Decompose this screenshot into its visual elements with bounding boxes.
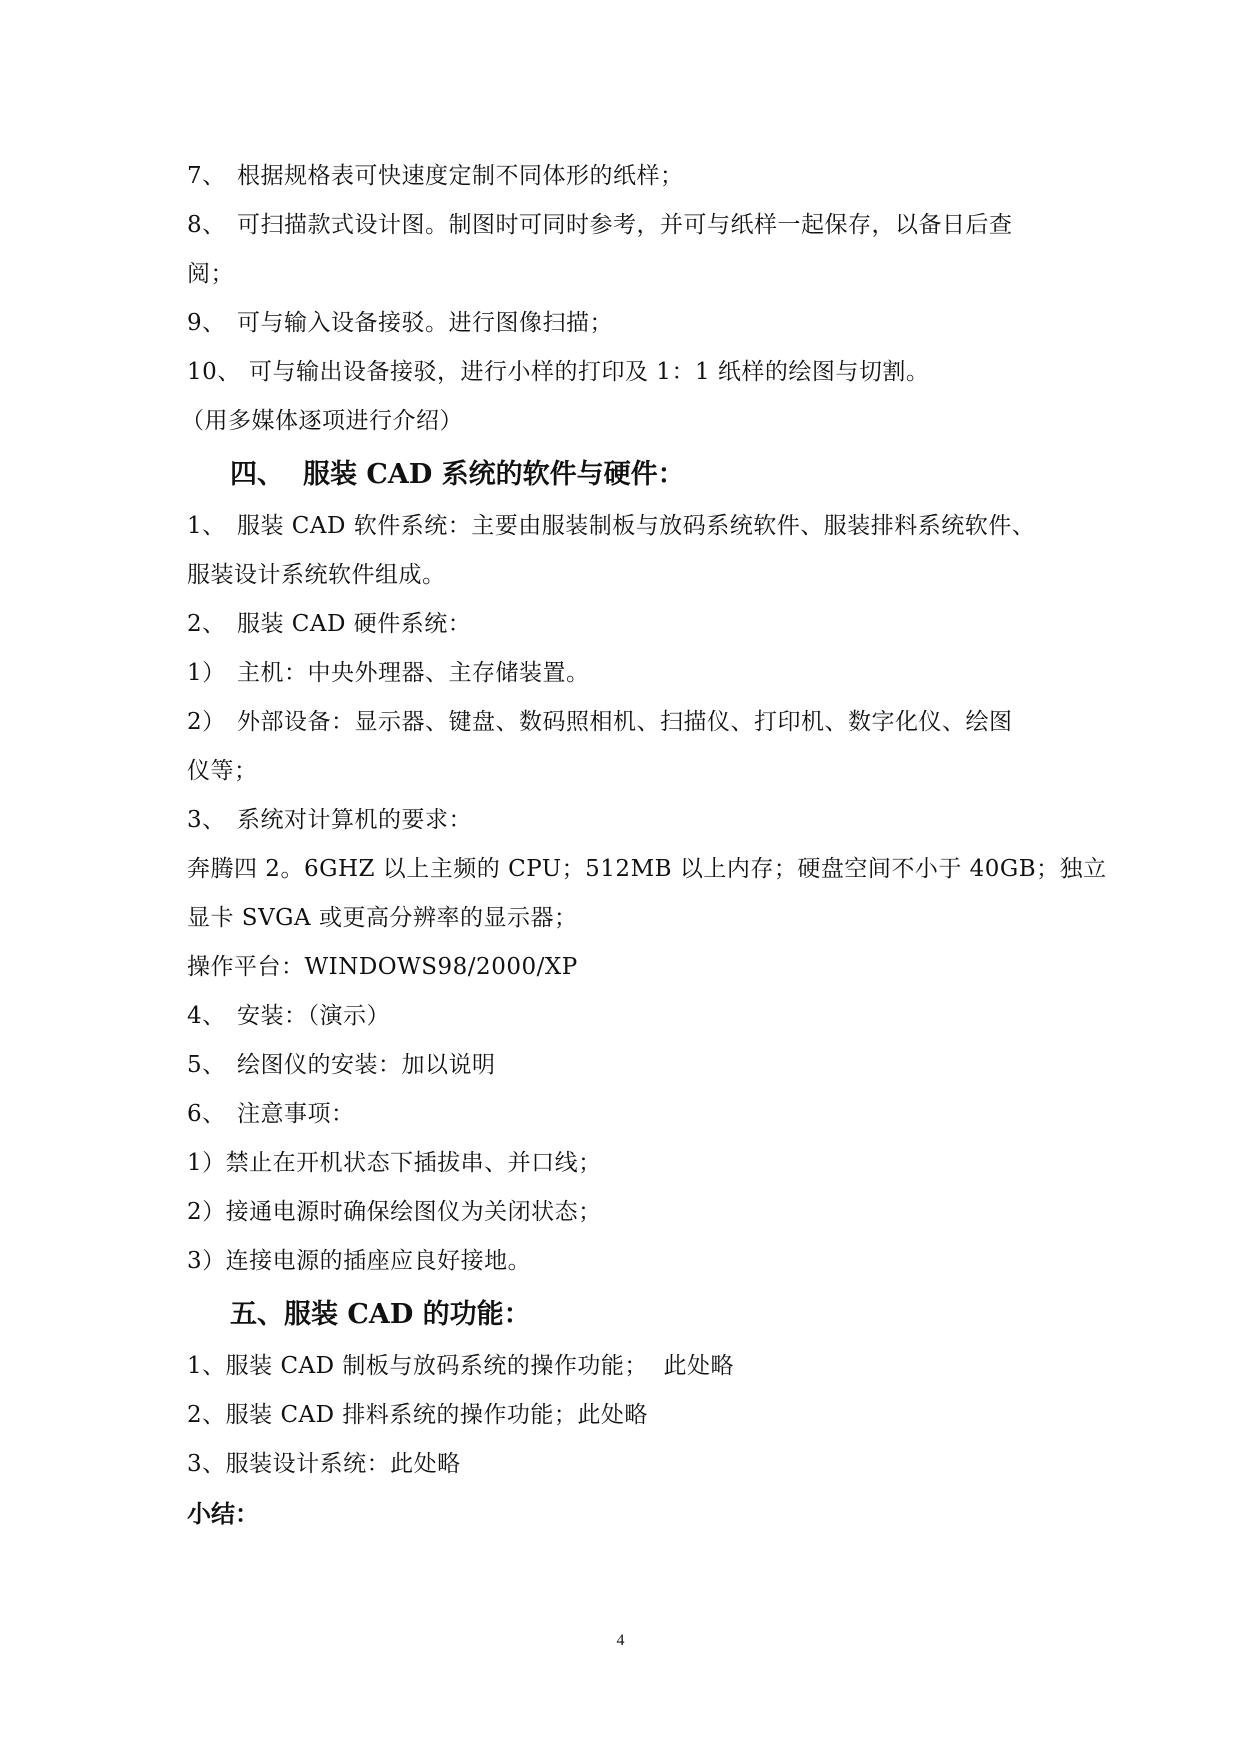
list-item-continuation	[187, 747, 1057, 796]
item-text: 1）禁止在开机状态下插拔串、并口线；	[187, 1150, 602, 1176]
item-text: 服装 CAD 软件系统：主要由服装制板与放码系统软件、服装排料系统软件、	[237, 513, 1036, 539]
page-number: 4	[616, 1632, 625, 1649]
item-number: 7、	[187, 163, 226, 189]
item-text: 1、服装 CAD 制板与放码系统的操作功能； 此处略	[187, 1353, 735, 1379]
note-line	[181, 397, 1057, 446]
item-number: 9、	[187, 310, 226, 336]
body-line	[187, 1188, 1057, 1237]
section-heading	[187, 448, 1057, 502]
list-item	[187, 1090, 1057, 1139]
item-text: 注意事项：	[237, 1101, 355, 1127]
list-item	[187, 649, 1057, 698]
item-text: 2）接通电源时确保绘图仪为关闭状态；	[187, 1199, 602, 1225]
list-item	[187, 201, 1057, 250]
list-item	[187, 992, 1057, 1041]
section-heading	[187, 1288, 1057, 1342]
item-text: 根据规格表可快速度定制不同体形的纸样；	[237, 163, 684, 189]
item-number: 10、	[187, 359, 241, 385]
item-text: 系统对计算机的要求：	[237, 807, 472, 833]
item-number: 2）	[187, 709, 226, 735]
summary-label: 小结：	[187, 1499, 259, 1528]
item-number: 2、	[187, 611, 226, 637]
list-item	[187, 1440, 1057, 1489]
item-text: 3、服装设计系统：此处略	[187, 1451, 461, 1477]
heading-number: 四、	[230, 459, 284, 490]
item-text: 主机：中央外理器、主存储装置。	[237, 660, 590, 686]
body-line	[187, 943, 1057, 992]
list-item-continuation	[187, 250, 1057, 299]
body-line	[187, 1139, 1057, 1188]
item-text: 外部设备：显示器、键盘、数码照相机、扫描仪、打印机、数字化仪、绘图	[237, 709, 1013, 735]
item-number: 5、	[187, 1052, 226, 1078]
item-text: 3）连接电源的插座应良好接地。	[187, 1248, 532, 1274]
list-item-continuation	[187, 551, 1057, 600]
item-number: 4、	[187, 1003, 226, 1029]
list-item	[187, 152, 1057, 201]
list-item	[187, 796, 1057, 845]
item-text: （用多媒体逐项进行介绍）	[181, 408, 463, 434]
item-text: 操作平台：WINDOWS98/2000/XP	[187, 954, 578, 980]
list-item	[187, 299, 1057, 348]
list-item	[187, 698, 1057, 747]
item-text: 服装设计系统软件组成。	[187, 562, 446, 588]
item-number: 3、	[187, 807, 226, 833]
item-text: 显卡 SVGA 或更高分辨率的显示器；	[187, 905, 578, 931]
item-number: 1、	[187, 513, 226, 539]
item-text: 服装 CAD 硬件系统：	[237, 611, 472, 637]
item-text: 可与输入设备接驳。进行图像扫描；	[237, 310, 613, 336]
list-item	[187, 1342, 1057, 1391]
list-item	[187, 348, 1057, 397]
list-item	[187, 502, 1057, 551]
item-text: 安装：（演示）	[237, 1003, 390, 1029]
list-item	[187, 600, 1057, 649]
heading-title: 五、服装 CAD 的功能：	[230, 1299, 531, 1330]
item-text: 奔腾四 2。6GHZ 以上主频的 CPU；512MB 以上内存；硬盘空间不小于 40GB；独立	[187, 856, 1107, 882]
item-text: 绘图仪的安装：加以说明	[237, 1052, 496, 1078]
item-number: 8、	[187, 212, 226, 238]
item-number: 6、	[187, 1101, 226, 1127]
heading-title: 服装 CAD 系统的软件与硬件：	[303, 459, 685, 490]
item-text: 可扫描款式设计图。制图时可同时参考，并可与纸样一起保存，以备日后查	[237, 212, 1013, 238]
body-line	[187, 894, 1057, 943]
item-text: 2、服装 CAD 排料系统的操作功能；此处略	[187, 1402, 648, 1428]
item-number: 1）	[187, 660, 226, 686]
list-item	[187, 1041, 1057, 1090]
body-line	[187, 1237, 1057, 1286]
page-content	[181, 152, 1107, 1538]
item-text: 可与输出设备接驳，进行小样的打印及 1：1 纸样的绘图与切割。	[249, 359, 930, 385]
item-text: 阅；	[187, 261, 234, 287]
list-item	[187, 1391, 1057, 1440]
body-line	[187, 845, 1107, 894]
item-text: 仪等；	[187, 758, 258, 784]
